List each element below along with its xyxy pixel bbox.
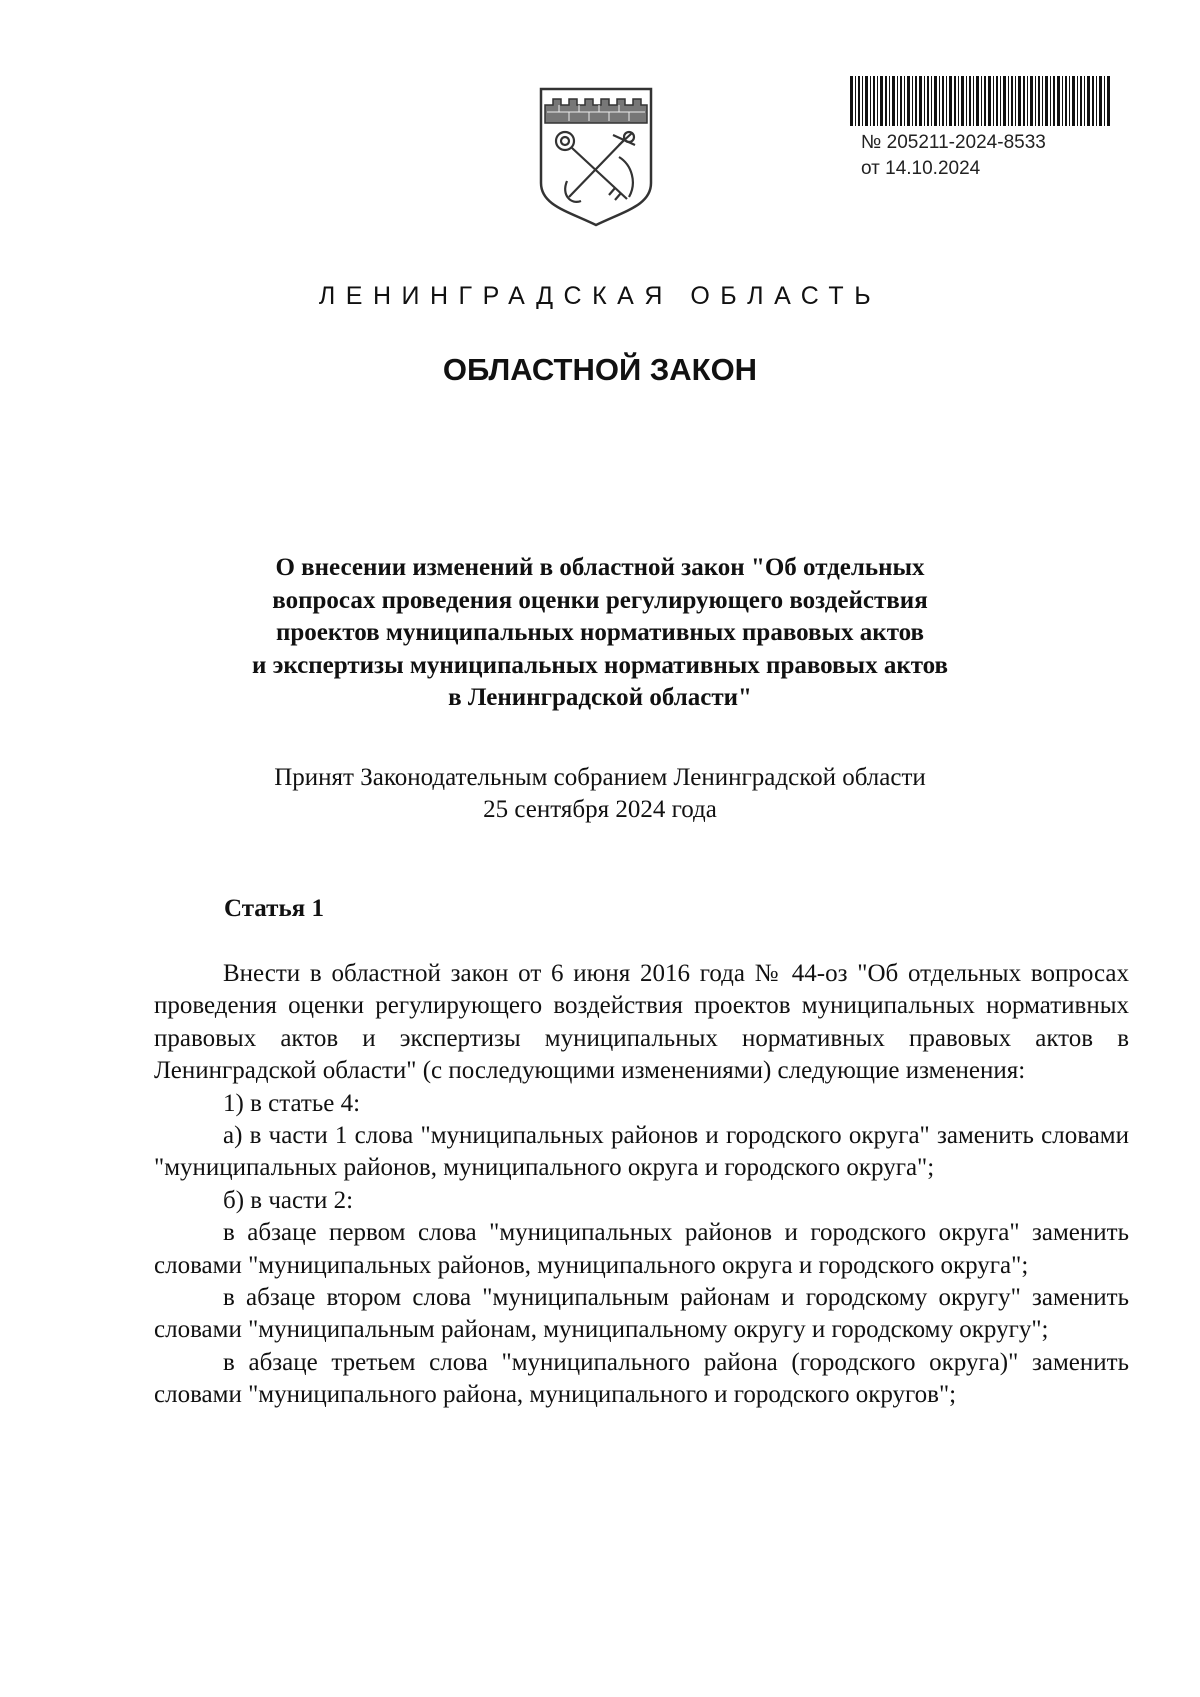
law-title-line: О внесении изменений в областной закон "Об отдельных — [275, 554, 925, 581]
coat-of-arms-emblem — [537, 85, 655, 231]
law-title-line: и экспертизы муниципальных нормативных правовых актов — [251, 651, 949, 679]
law-title-line: проектов муниципальных нормативных правовых актов — [275, 619, 925, 646]
body-paragraph: в абзаце втором слова "муниципальным районам и городскому округу" заменить словами "муниципальным районам, муниципальному округу и городскому округу"; — [154, 1284, 1129, 1344]
law-title — [150, 552, 1050, 715]
document-number: № 205211-2024-8533 — [861, 132, 1046, 153]
document-registration — [861, 130, 1046, 182]
law-title-line: в Ленинградской области" — [448, 684, 752, 711]
adoption-note — [150, 762, 1050, 826]
body-paragraph: б) в части 2: — [223, 1186, 354, 1214]
body-paragraph: а) в части 1 слова "муниципальных районов и городского округа" заменить словами "муниципальных районов, муниципального округа и городского округа"; — [154, 1122, 1129, 1182]
adoption-line: Принят Законодательным собранием Ленинградской области — [274, 764, 926, 791]
body-paragraph: Внести в областной закон от 6 июня 2016 года № 44-оз "Об отдельных вопросах проведения оценки регулирующего воздействия проектов муниципальных нормативных правовых актов и экспертизы муниципальных нормативных правовых актов в Ленинградской области" (с последующими изменениями) следующие изменения: — [154, 960, 1129, 1085]
document-date: от 14.10.2024 — [861, 158, 981, 179]
law-type-heading: ОБЛАСТНОЙ ЗАКОН — [442, 352, 758, 387]
region-name: ЛЕНИНГРАДСКАЯ ОБЛАСТЬ — [318, 282, 882, 310]
barcode — [850, 76, 1110, 126]
article-heading: Статья 1 — [224, 895, 324, 922]
body-paragraph: 1) в статье 4: — [223, 1089, 361, 1117]
adoption-date: 25 сентября 2024 года — [483, 796, 717, 823]
body-paragraph: в абзаце первом слова "муниципальных районов и городского округа" заменить словами "муниципальных районов, муниципального округа и городского округа"; — [154, 1219, 1129, 1279]
law-title-line: вопросах проведения оценки регулирующего воздействия — [272, 586, 928, 614]
body-paragraph: в абзаце третьем слова "муниципального района (городского округа)" заменить словами "муниципального района, муниципального и городского округов"; — [154, 1348, 1129, 1409]
article-body — [154, 958, 1129, 1412]
